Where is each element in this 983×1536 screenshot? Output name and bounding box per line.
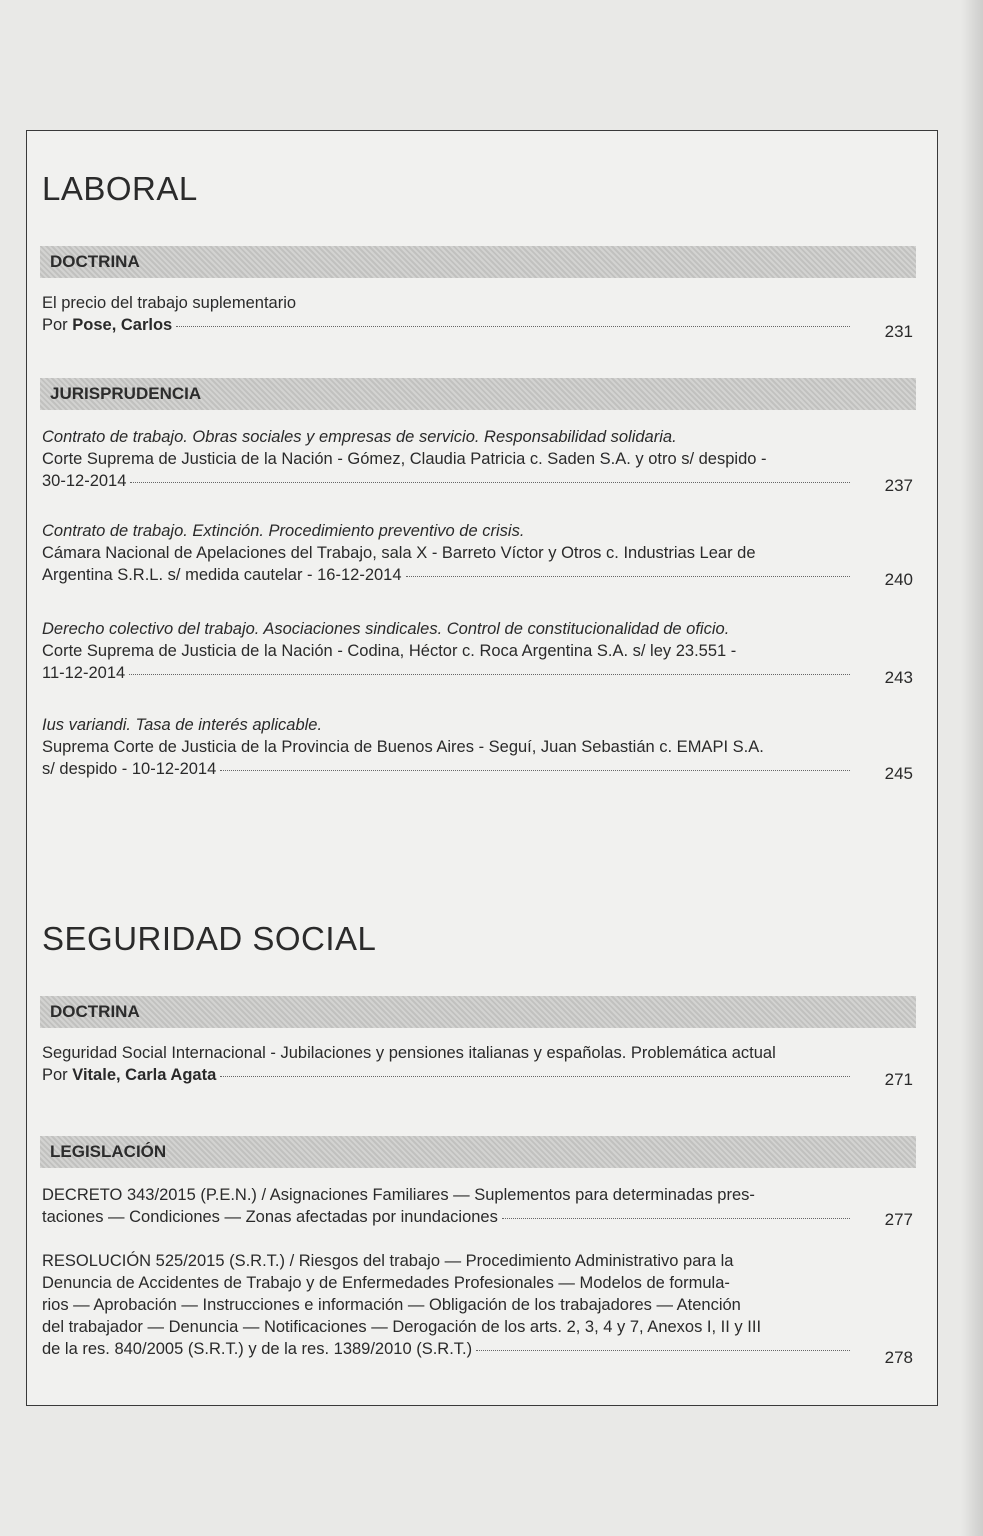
entry-topic: Derecho colectivo del trabajo. Asociaciones sindicales. Control de constitucionalidad de oficio.: [42, 620, 730, 638]
leader-dots: [220, 1076, 850, 1077]
entry-line: del trabajador — Denuncia — Notificaciones — Derogación de los arts. 2, 3, 4 y 7, Anexos I, II y III: [42, 1318, 762, 1336]
leader-dots: [176, 326, 850, 327]
page-edge-shadow: [961, 0, 983, 1536]
entry-line: Argentina S.R.L. s/ medida cautelar - 16-12-2014: [42, 566, 402, 584]
entry-last-line: [42, 662, 854, 684]
entry-by: Por: [42, 316, 73, 334]
entry-jurisprudencia-2[interactable]: [42, 520, 854, 586]
entry-author-line: [42, 1064, 854, 1086]
page-number: 278: [884, 1348, 913, 1367]
band-label: LEGISLACIÓN: [50, 1142, 167, 1161]
band-label: DOCTRINA: [50, 1002, 140, 1021]
entry-jurisprudencia-1[interactable]: [42, 426, 854, 492]
entry-line: Cámara Nacional de Apelaciones del Trabajo, sala X - Barreto Víctor y Otros c. Industrias Lear de: [42, 544, 756, 562]
entry-line: taciones — Condiciones — Zonas afectadas por inundaciones: [42, 1208, 498, 1226]
entry-last-line: [42, 470, 854, 492]
band-doctrina-laboral: [40, 246, 916, 278]
leader-dots: [129, 674, 850, 675]
page-number: 240: [884, 570, 913, 589]
leader-dots: [406, 576, 850, 577]
band-label: DOCTRINA: [50, 252, 140, 271]
entry-topic: Contrato de trabajo. Extinción. Procedimiento preventivo de crisis.: [42, 522, 525, 540]
entry-topic: Ius variandi. Tasa de interés aplicable.: [42, 716, 323, 734]
leader-dots: [476, 1350, 850, 1351]
entry-line: Corte Suprema de Justicia de la Nación - Codina, Héctor c. Roca Argentina S.A. s/ ley 23.551 -: [42, 642, 737, 660]
entry-author-line: [42, 314, 854, 336]
section-title-laboral: LABORAL: [42, 170, 198, 207]
entry-line: 11-12-2014: [42, 664, 126, 682]
entry-title: El precio del trabajo suplementario: [42, 294, 297, 312]
entry-line: RESOLUCIÓN 525/2015 (S.R.T.) / Riesgos del trabajo — Procedimiento Administrativo para la: [42, 1252, 734, 1270]
entry-doctrina-vitale[interactable]: [42, 1042, 854, 1086]
entry-line: de la res. 840/2005 (S.R.T.) y de la res. 1389/2010 (S.R.T.): [42, 1340, 473, 1358]
entry-jurisprudencia-3[interactable]: [42, 618, 854, 684]
entry-legislacion-1[interactable]: [42, 1184, 854, 1228]
entry-line: Suprema Corte de Justicia de la Provincia de Buenos Aires - Seguí, Juan Sebastián c. EMAPI S.A.: [42, 738, 764, 756]
entry-line: s/ despido - 10-12-2014: [42, 760, 217, 778]
entry-line: 30-12-2014: [42, 472, 127, 490]
page-number: 245: [884, 764, 913, 783]
entry-author: Vitale, Carla Agata: [72, 1066, 217, 1084]
entry-legislacion-2[interactable]: [42, 1250, 854, 1360]
leader-dots: [502, 1218, 850, 1219]
entry-by: Por: [42, 1066, 73, 1084]
entry-line: Denuncia de Accidentes de Trabajo y de Enfermedades Profesionales — Modelos de formula-: [42, 1274, 730, 1292]
page-number: 231: [884, 322, 913, 341]
band-label: JURISPRUDENCIA: [50, 384, 202, 403]
entry-last-line: [42, 564, 854, 586]
entry-line: Corte Suprema de Justicia de la Nación - Gómez, Claudia Patricia c. Saden S.A. y otro s/ despido -: [42, 450, 767, 468]
entry-line: DECRETO 343/2015 (P.E.N.) / Asignaciones Familiares — Suplementos para determinadas pres-: [42, 1186, 755, 1204]
band-doctrina-seguridad: [40, 996, 916, 1028]
band-jurisprudencia: [40, 378, 916, 410]
entry-topic: Contrato de trabajo. Obras sociales y empresas de servicio. Responsabilidad solidaria.: [42, 428, 677, 446]
entry-author: Pose, Carlos: [72, 316, 173, 334]
entry-last-line: [42, 758, 854, 780]
entry-last-line: [42, 1206, 854, 1228]
page-number: 237: [884, 476, 913, 495]
band-legislacion: [40, 1136, 916, 1168]
page-number: 271: [884, 1070, 913, 1089]
page-number: 277: [884, 1210, 913, 1229]
entry-title: Seguridad Social Internacional - Jubilaciones y pensiones italianas y españolas. Problemática actual: [42, 1044, 776, 1062]
page-number: 243: [884, 668, 913, 687]
section-title-seguridad-social: SEGURIDAD SOCIAL: [42, 920, 377, 957]
entry-jurisprudencia-4[interactable]: [42, 714, 854, 780]
leader-dots: [130, 482, 850, 483]
entry-line: rios — Aprobación — Instrucciones e información — Obligación de los trabajadores — Atención: [42, 1296, 741, 1314]
entry-doctrina-pose[interactable]: [42, 292, 854, 336]
leader-dots: [220, 770, 850, 771]
entry-last-line: [42, 1338, 854, 1360]
